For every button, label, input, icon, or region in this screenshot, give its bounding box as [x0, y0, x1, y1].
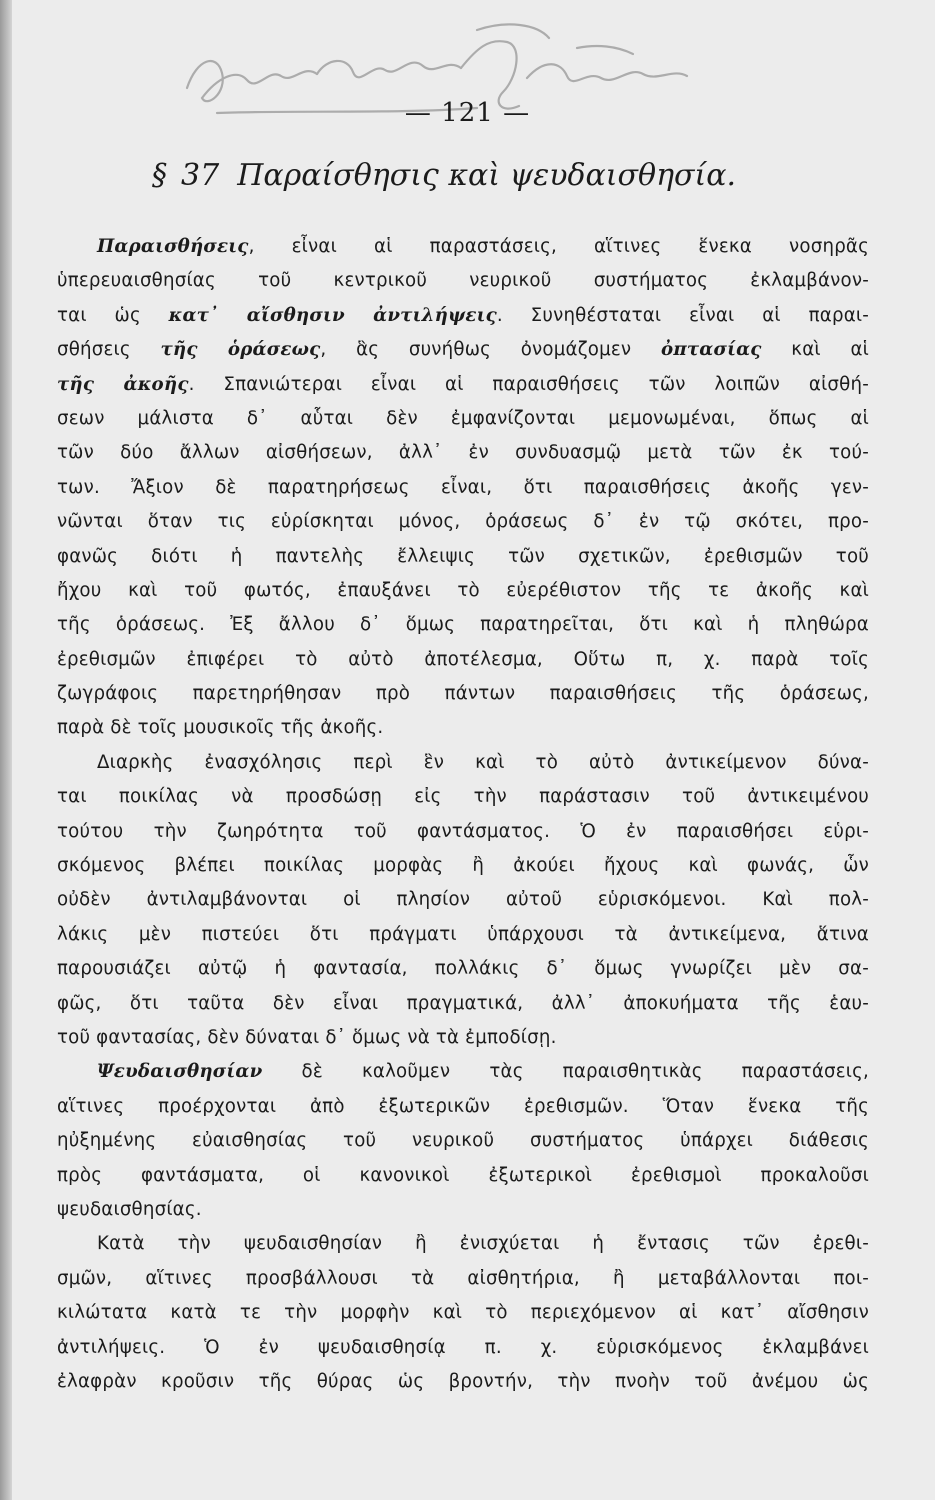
- text-run: Κατὰ τὴν ψευδαισθησίαν ἢ ἐνισχύεται ἡ ἔντασις τῶν ἐρεθι-: [97, 1233, 869, 1255]
- text-run: , εἶναι αἱ παραστάσεις, αἵτινες ἕνεκα νοσηρᾶς: [248, 236, 869, 257]
- book-page: [12, 0, 935, 1500]
- text-line: [57, 1124, 869, 1158]
- text-line: [57, 368, 869, 402]
- text-line: [57, 1262, 869, 1296]
- text-run: , ἃς συνήθως ὀνομάζομεν: [320, 339, 662, 361]
- text-run: τοῦ φαντασίας, δὲν δύναται δ᾽ ὅμως νὰ τὰ ἐμποδίσῃ.: [57, 1026, 557, 1048]
- text-line: [57, 1365, 869, 1399]
- text-line: [57, 1227, 869, 1261]
- emphasized-term: τῆς ὁράσεως: [160, 339, 321, 361]
- text-line: [57, 471, 869, 505]
- text-run: των. Ἄξιον δὲ παρατηρήσεως εἶναι, ὅτι παραισθήσεις ἀκοῆς γεν-: [57, 476, 869, 498]
- text-line: [57, 883, 869, 917]
- text-run: πρὸς φαντάσματα, οἱ κανονικοὶ ἐξωτερικοὶ ἐρεθισμοὶ προκαλοῦσι: [57, 1164, 869, 1186]
- text-run: σθήσεις: [57, 339, 161, 361]
- text-line: [57, 333, 869, 367]
- text-run: ζωγράφοις παρετηρήθησαν πρὸ πάντων παραισθήσεις τῆς ὁράσεως,: [57, 683, 869, 705]
- text-run: Διαρκὴς ἐνασχόλησις περὶ ἓν καὶ τὸ αὐτὸ ἀντικείμενον δύνα-: [97, 751, 869, 773]
- text-run: καὶ αἱ: [761, 339, 870, 361]
- emphasized-term: τῆς ἀκοῆς: [57, 373, 189, 395]
- text-run: φῶς, ὅτι ταῦτα δὲν εἶναι πραγματικά, ἀλλ᾽ ἀποκυήματα τῆς ἑαυ-: [57, 992, 869, 1014]
- text-line: [57, 746, 869, 780]
- text-line: [57, 643, 869, 677]
- text-run: αἵτινες προέρχονται ἀπὸ ἐξωτερικῶν ἐρεθισμῶν. Ὅταν ἕνεκα τῆς: [57, 1095, 869, 1117]
- text-line: [57, 1090, 869, 1124]
- text-run: τῆς ὁράσεως. Ἐξ ἄλλου δ᾽ ὅμως παρατηρεῖται, ὅτι καὶ ἡ πληθώρα: [57, 614, 869, 636]
- text-run: παρουσιάζει αὐτῷ ἡ φαντασία, πολλάκις δ᾽ ὅμως γνωρίζει μὲν σα-: [57, 958, 869, 980]
- text-run: κιλώτατα κατὰ τε τὴν μορφὴν καὶ τὸ περιεχόμενον αἱ κατ᾽ αἴσθησιν: [57, 1302, 869, 1324]
- text-line: [57, 505, 869, 539]
- text-line: [57, 402, 869, 436]
- text-line: [57, 1296, 869, 1330]
- text-run: παρὰ δὲ τοῖς μουσικοῖς τῆς ἀκοῆς.: [57, 717, 384, 739]
- emphasized-term: ὀπτασίας: [661, 339, 762, 361]
- text-run: λάκις μὲν πιστεύει ὅτι πράγματι ὑπάρχουσι τὰ ἀντικείμενα, ἅτινα: [57, 923, 869, 945]
- text-run: ἤχου καὶ τοῦ φωτός, ἐπαυξάνει τὸ εὐερέθιστον τῆς τε ἀκοῆς καὶ: [57, 579, 869, 601]
- section-heading: [152, 158, 736, 193]
- emphasized-term: κατ᾽ αἴσθησιν ἀντιλήψεις: [168, 304, 497, 326]
- text-run: σκόμενος βλέπει ποικίλας μορφὰς ἢ ἀκούει ἤχους καὶ φωνάς, ὧν: [57, 855, 869, 877]
- text-run: ὑπερευαισθησίας τοῦ κεντρικοῦ νευρικοῦ συστήματος ἐκλαμβάνον-: [57, 270, 869, 292]
- text-line: [57, 677, 869, 711]
- text-line: [57, 264, 869, 298]
- text-line: [57, 1193, 869, 1227]
- text-line: [57, 540, 869, 574]
- text-run: ται ὡς: [57, 304, 169, 326]
- text-line: [57, 952, 869, 986]
- text-run: ἐρεθισμῶν ἐπιφέρει τὸ αὐτὸ ἀποτέλεσμα, Οὕτω π, χ. παρὰ τοῖς: [57, 648, 869, 670]
- text-run: οὐδὲν ἀντιλαμβάνονται οἱ πλησίον αὐτοῦ εὑρισκόμενοι. Καὶ πολ-: [57, 889, 869, 911]
- text-line: [57, 299, 869, 333]
- text-run: . Συνηθέσταται εἶναι αἱ παραι-: [496, 304, 869, 326]
- text-line: [57, 1331, 869, 1365]
- text-line: [57, 436, 869, 470]
- text-run: ἐλαφρὰν κροῦσιν τῆς θύρας ὡς βροντήν, τὴν πνοὴν τοῦ ἀνέμου ὡς: [57, 1370, 869, 1392]
- text-line: [57, 987, 869, 1021]
- text-run: τούτου τὴν ζωηρότητα τοῦ φαντάσματος. Ὁ ἐν παραισθήσει εὑρι-: [57, 820, 869, 842]
- text-run: σμῶν, αἵτινες προσβάλλουσι τὰ αἰσθητήρια, ἢ μεταβάλλονται ποι-: [57, 1267, 869, 1289]
- body-text: [57, 230, 869, 1399]
- text-line: [57, 918, 869, 952]
- text-run: ηὐξημένης εὐαισθησίας τοῦ νευρικοῦ συστήματος ὑπάρχει διάθεσις: [57, 1130, 869, 1152]
- text-line: [57, 1055, 869, 1089]
- text-line: [57, 1159, 869, 1193]
- text-line: [57, 849, 869, 883]
- section-number: 37: [181, 158, 220, 193]
- text-run: ται ποικίλας νὰ προσδώσῃ εἰς τὴν παράστασιν τοῦ ἀντικειμένου: [57, 786, 869, 808]
- emphasized-term: Ψευδαισθησίαν: [97, 1061, 263, 1083]
- page-number: — 121 —: [404, 98, 531, 128]
- text-line: [57, 815, 869, 849]
- text-run: φανῶς διότι ἡ παντελὴς ἔλλειψις τῶν σχετικῶν, ἐρεθισμῶν τοῦ: [57, 545, 869, 567]
- emphasized-term: Παραισθήσεις: [97, 236, 249, 257]
- text-line: [57, 711, 869, 745]
- text-line: [57, 574, 869, 608]
- section-symbol: §: [152, 158, 167, 193]
- text-run: ἀντιλήψεις. Ὁ ἐν ψευδαισθησίᾳ π. χ. εὑρισκόμενος ἐκλαμβάνει: [57, 1336, 869, 1358]
- text-line: [57, 1021, 869, 1055]
- book-binding-edge: [0, 0, 12, 1500]
- text-run: δὲ καλοῦμεν τὰς παραισθητικὰς παραστάσεις,: [262, 1061, 869, 1083]
- text-line: [57, 608, 869, 642]
- text-run: . Σπανιώτεραι εἶναι αἱ παραισθήσεις τῶν λοιπῶν αἰσθή-: [188, 373, 869, 395]
- text-run: νῶνται ὅταν τις εὑρίσκηται μόνος, ὁράσεως δ᾽ ἐν τῷ σκότει, προ-: [57, 511, 869, 533]
- text-run: ψευδαισθησίας.: [57, 1198, 202, 1220]
- text-line: [57, 230, 869, 264]
- text-line: [57, 780, 869, 814]
- text-run: τῶν δύο ἄλλων αἰσθήσεων, ἀλλ᾽ ἐν συνδυασμῷ μετὰ τῶν ἐκ τού-: [57, 442, 869, 464]
- section-title: Παραίσθησις καὶ ψευδαισθησία.: [237, 158, 737, 193]
- text-run: σεων μάλιστα δ᾽ αὗται δὲν ἐμφανίζονται μεμονωμέναι, ὅπως αἱ: [57, 407, 869, 429]
